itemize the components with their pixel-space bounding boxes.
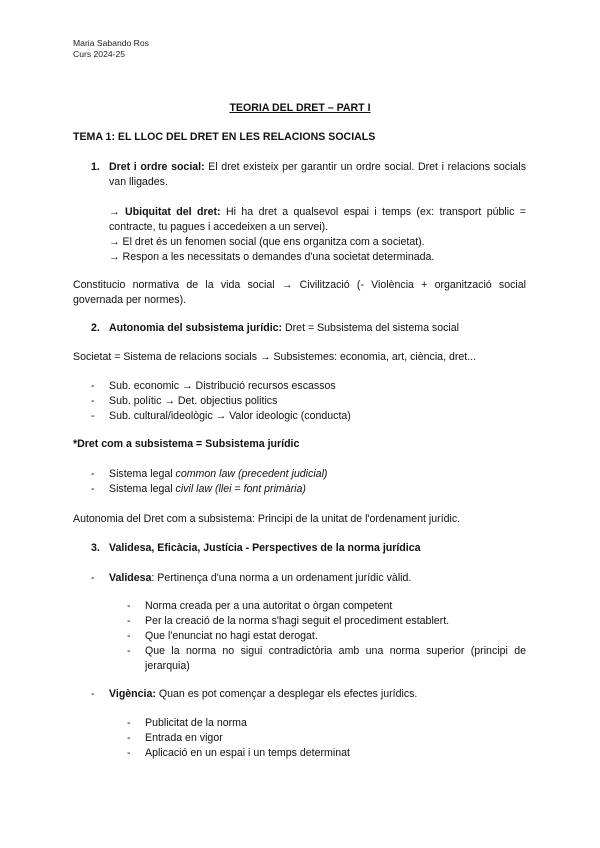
list-item: - Sub. economic → Distribució recursos escassos (91, 380, 336, 392)
ubiquitat-arrow: → (109, 206, 125, 218)
list-item: - Sub. cultural/ideològic → Valor ideologic (conducta) (91, 410, 351, 422)
section-2-text: Dret = Subsistema del sistema social (282, 322, 459, 334)
subsistemes-list (91, 379, 526, 424)
vigencia-heading: Vigència: (109, 688, 156, 700)
list-item: - Publicitat de la norma (127, 717, 247, 729)
ubiquitat-line-3: → Respon a les necessitats o demandes d'una societat determinada. (109, 251, 435, 263)
tema-heading: TEMA 1: EL LLOC DEL DRET EN LES RELACIONS SOCIALS (73, 131, 376, 143)
validesa-list (91, 571, 526, 586)
section-1 (91, 160, 526, 190)
list-item: - Entrada en vigor (127, 732, 223, 744)
list-item: - Aplicació en un espai i un temps determinat (127, 747, 350, 759)
section-1-number: 1. (91, 161, 100, 173)
list-item: - Per la creació de la norma s'hagi seguit el procediment establert. (127, 615, 450, 627)
ubiquitat-line-2: → El dret és un fenomen social (que ens organitza com a societat). (109, 236, 425, 248)
course-year: Curs 2024-25 (73, 49, 126, 59)
list-item: - Que la norma no sigui contradictòria amb una norma superior (principi de jerarquia) (127, 645, 526, 672)
dret-subsistema-heading: *Dret com a subsistema = Subsistema jurídic (73, 438, 300, 450)
autonomia-paragraph: Autonomia del Dret com a subsistema: Principi de la unitat de l'ordenament jurídic. (73, 513, 461, 525)
section-2 (91, 321, 526, 336)
section-3-heading: Validesa, Eficàcia, Justícia - Perspectives de la norma jurídica (109, 542, 421, 554)
list-item: - Que l'enunciat no hagi estat derogat. (127, 630, 318, 642)
list-item: - Norma creada per a una autoritat o òrgan competent (127, 600, 393, 612)
list-item: - Vigència: Quan es pot començar a desplegar els efectes jurídics. (91, 688, 418, 700)
author-name: Maria Sabando Ros (73, 38, 149, 48)
vigencia-list (91, 687, 526, 702)
vigencia-items (127, 716, 526, 761)
ubiquitat-text: Hi ha dret a qualsevol espai i temps (ex: transport públic = contracte, tu pagues i accedeixen a un servei). (109, 206, 526, 233)
sistemes-legals-list (91, 467, 526, 497)
validesa-items (127, 599, 526, 674)
societat-paragraph: Societat = Sistema de relacions socials → Subsistemes: economia, art, ciència, dret... (73, 351, 477, 363)
section-1-heading: Dret i ordre social: (109, 161, 205, 173)
list-item: - Sistema legal civil law (llei = font primària) (91, 483, 306, 495)
list-item: - Validesa: Pertinença d'una norma a un ordenament jurídic vàlid. (91, 572, 412, 584)
document-title: TEORIA DEL DRET – PART I (229, 102, 371, 114)
author-block (73, 38, 149, 60)
ubiquitat-block (109, 205, 526, 265)
list-item: - Sistema legal common law (precedent judicial) (91, 468, 328, 480)
constitucio-paragraph: Constitucio normativa de la vida social → Civilització (- Violència + organització social governada per normes). (73, 279, 526, 306)
validesa-heading: Validesa (109, 572, 152, 584)
section-1-text: El dret existeix per garantir un ordre social. Dret i relacions socials van lligades. (109, 161, 526, 188)
section-2-heading: Autonomia del subsistema jurídic: (109, 322, 283, 334)
section-3-number: 3. (91, 542, 100, 554)
ubiquitat-heading: Ubiquitat del dret: (125, 206, 221, 218)
list-item: - Sub. polític → Det. objectius politics (91, 395, 278, 407)
section-3 (91, 541, 526, 556)
section-2-number: 2. (91, 322, 100, 334)
